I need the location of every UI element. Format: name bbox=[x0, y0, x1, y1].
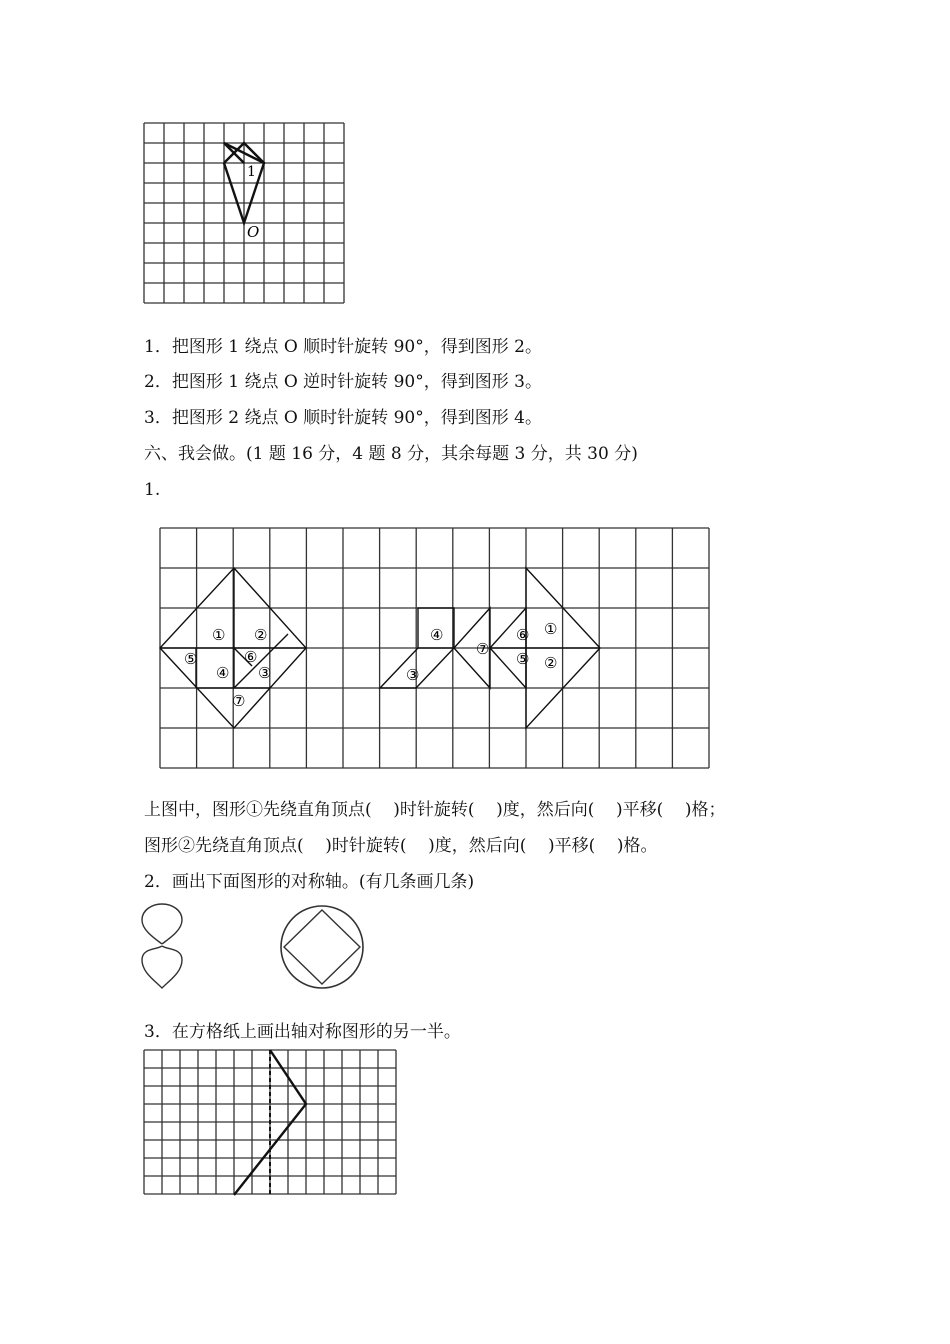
q2-text: 2．画出下面图形的对称轴。(有几条画几条) bbox=[144, 872, 475, 892]
section-six-title: 六、我会做。(1 题 16 分，4 题 8 分，其余每题 3 分，共 30 分) bbox=[144, 444, 638, 464]
tangram-left-piece-label: ⑥ bbox=[244, 648, 258, 666]
q3-text: 3．在方格纸上画出轴对称图形的另一半。 bbox=[144, 1022, 461, 1042]
rotation-item-2: 2．把图形 1 绕点 O 逆时针旋转 90°，得到图形 3。 bbox=[144, 372, 542, 392]
circle-shape bbox=[281, 906, 363, 988]
tangram-left-piece-label: ③ bbox=[258, 664, 272, 682]
square-in-circle bbox=[284, 910, 360, 984]
tangram-right-piece-label: ⑤ bbox=[516, 650, 530, 668]
tangram-left-piece-label: ⑦ bbox=[232, 692, 246, 710]
kite-grid-figure bbox=[144, 123, 346, 305]
tangram-left-piece-label: ④ bbox=[216, 664, 230, 682]
tangram-left-piece-label: ① bbox=[212, 626, 226, 644]
half-shape-grid-figure bbox=[144, 1050, 398, 1197]
point-o-label: O bbox=[247, 223, 260, 241]
q1-number: 1. bbox=[144, 480, 161, 500]
heart-lower bbox=[142, 946, 182, 988]
tangram-right-piece-label: ⑥ bbox=[516, 626, 530, 644]
rotation-item-3: 3．把图形 2 绕点 O 顺时针旋转 90°，得到图形 4。 bbox=[144, 408, 542, 428]
tangram-right-piece-label: ③ bbox=[406, 666, 420, 684]
tangram-left-piece-label: ⑤ bbox=[184, 650, 198, 668]
tangram-left-piece-label: ② bbox=[254, 626, 268, 644]
q1-line-1: 上图中，图形①先绕直角顶点( )时针旋转( )度，然后向( )平移( )格； bbox=[144, 800, 726, 820]
kite-label-1: 1 bbox=[247, 164, 256, 180]
rotation-item-1: 1．把图形 1 绕点 O 顺时针旋转 90°，得到图形 2。 bbox=[144, 337, 542, 357]
tangram-right-piece-label: ② bbox=[544, 654, 558, 672]
tangram-right-piece-label: ④ bbox=[430, 626, 444, 644]
tangram-right-piece-label: ⑦ bbox=[476, 640, 490, 658]
heart-upper bbox=[142, 904, 182, 944]
tangram-right-piece-label: ① bbox=[544, 620, 558, 638]
tangram-grid-figure bbox=[160, 528, 712, 770]
q1-line-2: 图形②先绕直角顶点( )时针旋转( )度，然后向( )平移( )格。 bbox=[144, 836, 658, 856]
symmetry-shapes-figure bbox=[140, 900, 390, 995]
